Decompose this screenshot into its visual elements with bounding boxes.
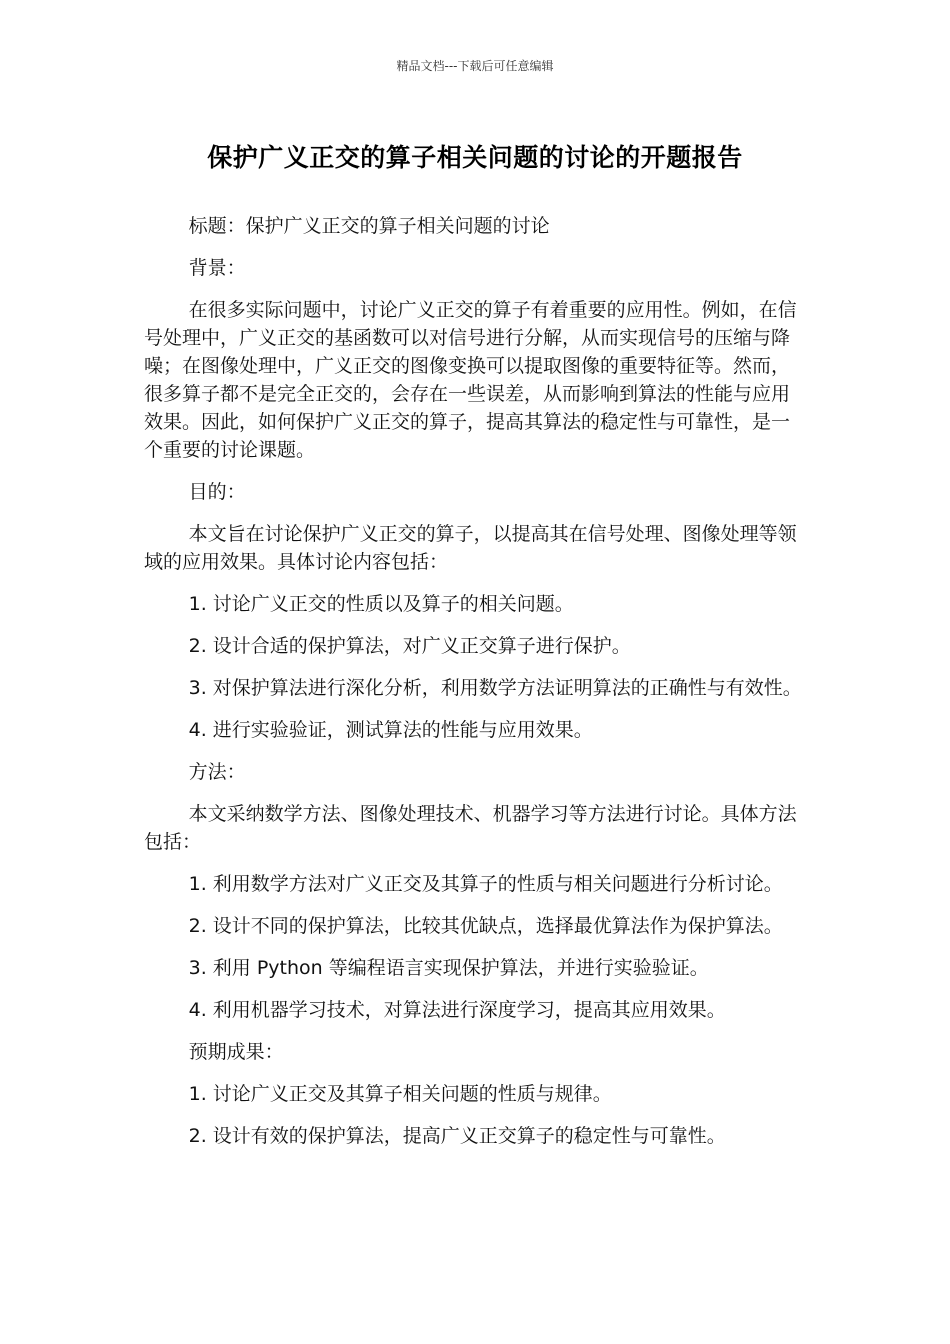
list-item-method-4: 4. 利用机器学习技术，对算法进行深度学习，提高其应用效果。 [188,999,726,1021]
page-header-note: 精品文档---下载后可任意编辑 [396,59,554,73]
list-item-method-2: 2. 设计不同的保护算法，比较其优缺点，选择最优算法作为保护算法。 [188,915,783,937]
list-item-purpose-4: 4. 进行实验验证，测试算法的性能与应用效果。 [188,719,593,741]
document-body [144,212,806,1164]
paragraph-method: 本文采纳数学方法、图像处理技术、机器学习等方法进行讨论。具体方法包括： [144,803,797,853]
heading-expected-results: 预期成果： [188,1041,284,1063]
document-title: 保护广义正交的算子相关问题的讨论的开题报告 [207,143,743,172]
paragraph-background: 在很多实际问题中，讨论广义正交的算子有着重要的应用性。例如，在信号处理中，广义正交的基函数可以对信号进行分解，从而实现信号的压缩与降噪；在图像处理中，广义正交的图像变换可以提取图像的重要特征等。然而，很多算子都不是完全正交的，会存在一些误差，从而影响到算法的性能与应用效果。因此，如何保护广义正交的算子，提高其算法的稳定性与可靠性，是一个重要的讨论课题。 [144,299,797,461]
list-item-method-3: 3. 利用 Python 等编程语言实现保护算法，并进行实验验证。 [188,957,709,979]
paragraph-purpose: 本文旨在讨论保护广义正交的算子，以提高其在信号处理、图像处理等领域的应用效果。具体讨论内容包括： [144,523,797,573]
list-item-purpose-2: 2. 设计合适的保护算法，对广义正交算子进行保护。 [188,635,631,657]
heading-background: 背景： [188,257,246,279]
list-item-method-1: 1. 利用数学方法对广义正交及其算子的性质与相关问题进行分析讨论。 [188,873,783,895]
list-item-purpose-3: 3. 对保护算法进行深化分析，利用数学方法证明算法的正确性与有效性。 [188,677,802,699]
paragraph-title-line: 标题：保护广义正交的算子相关问题的讨论 [188,215,550,237]
list-item-result-1: 1. 讨论广义正交及其算子相关问题的性质与规律。 [188,1083,612,1105]
list-item-purpose-1: 1. 讨论广义正交的性质以及算子的相关问题。 [188,593,574,615]
heading-purpose: 目的： [188,481,246,503]
list-item-result-2: 2. 设计有效的保护算法，提高广义正交算子的稳定性与可靠性。 [188,1125,726,1147]
heading-method: 方法： [188,761,246,783]
